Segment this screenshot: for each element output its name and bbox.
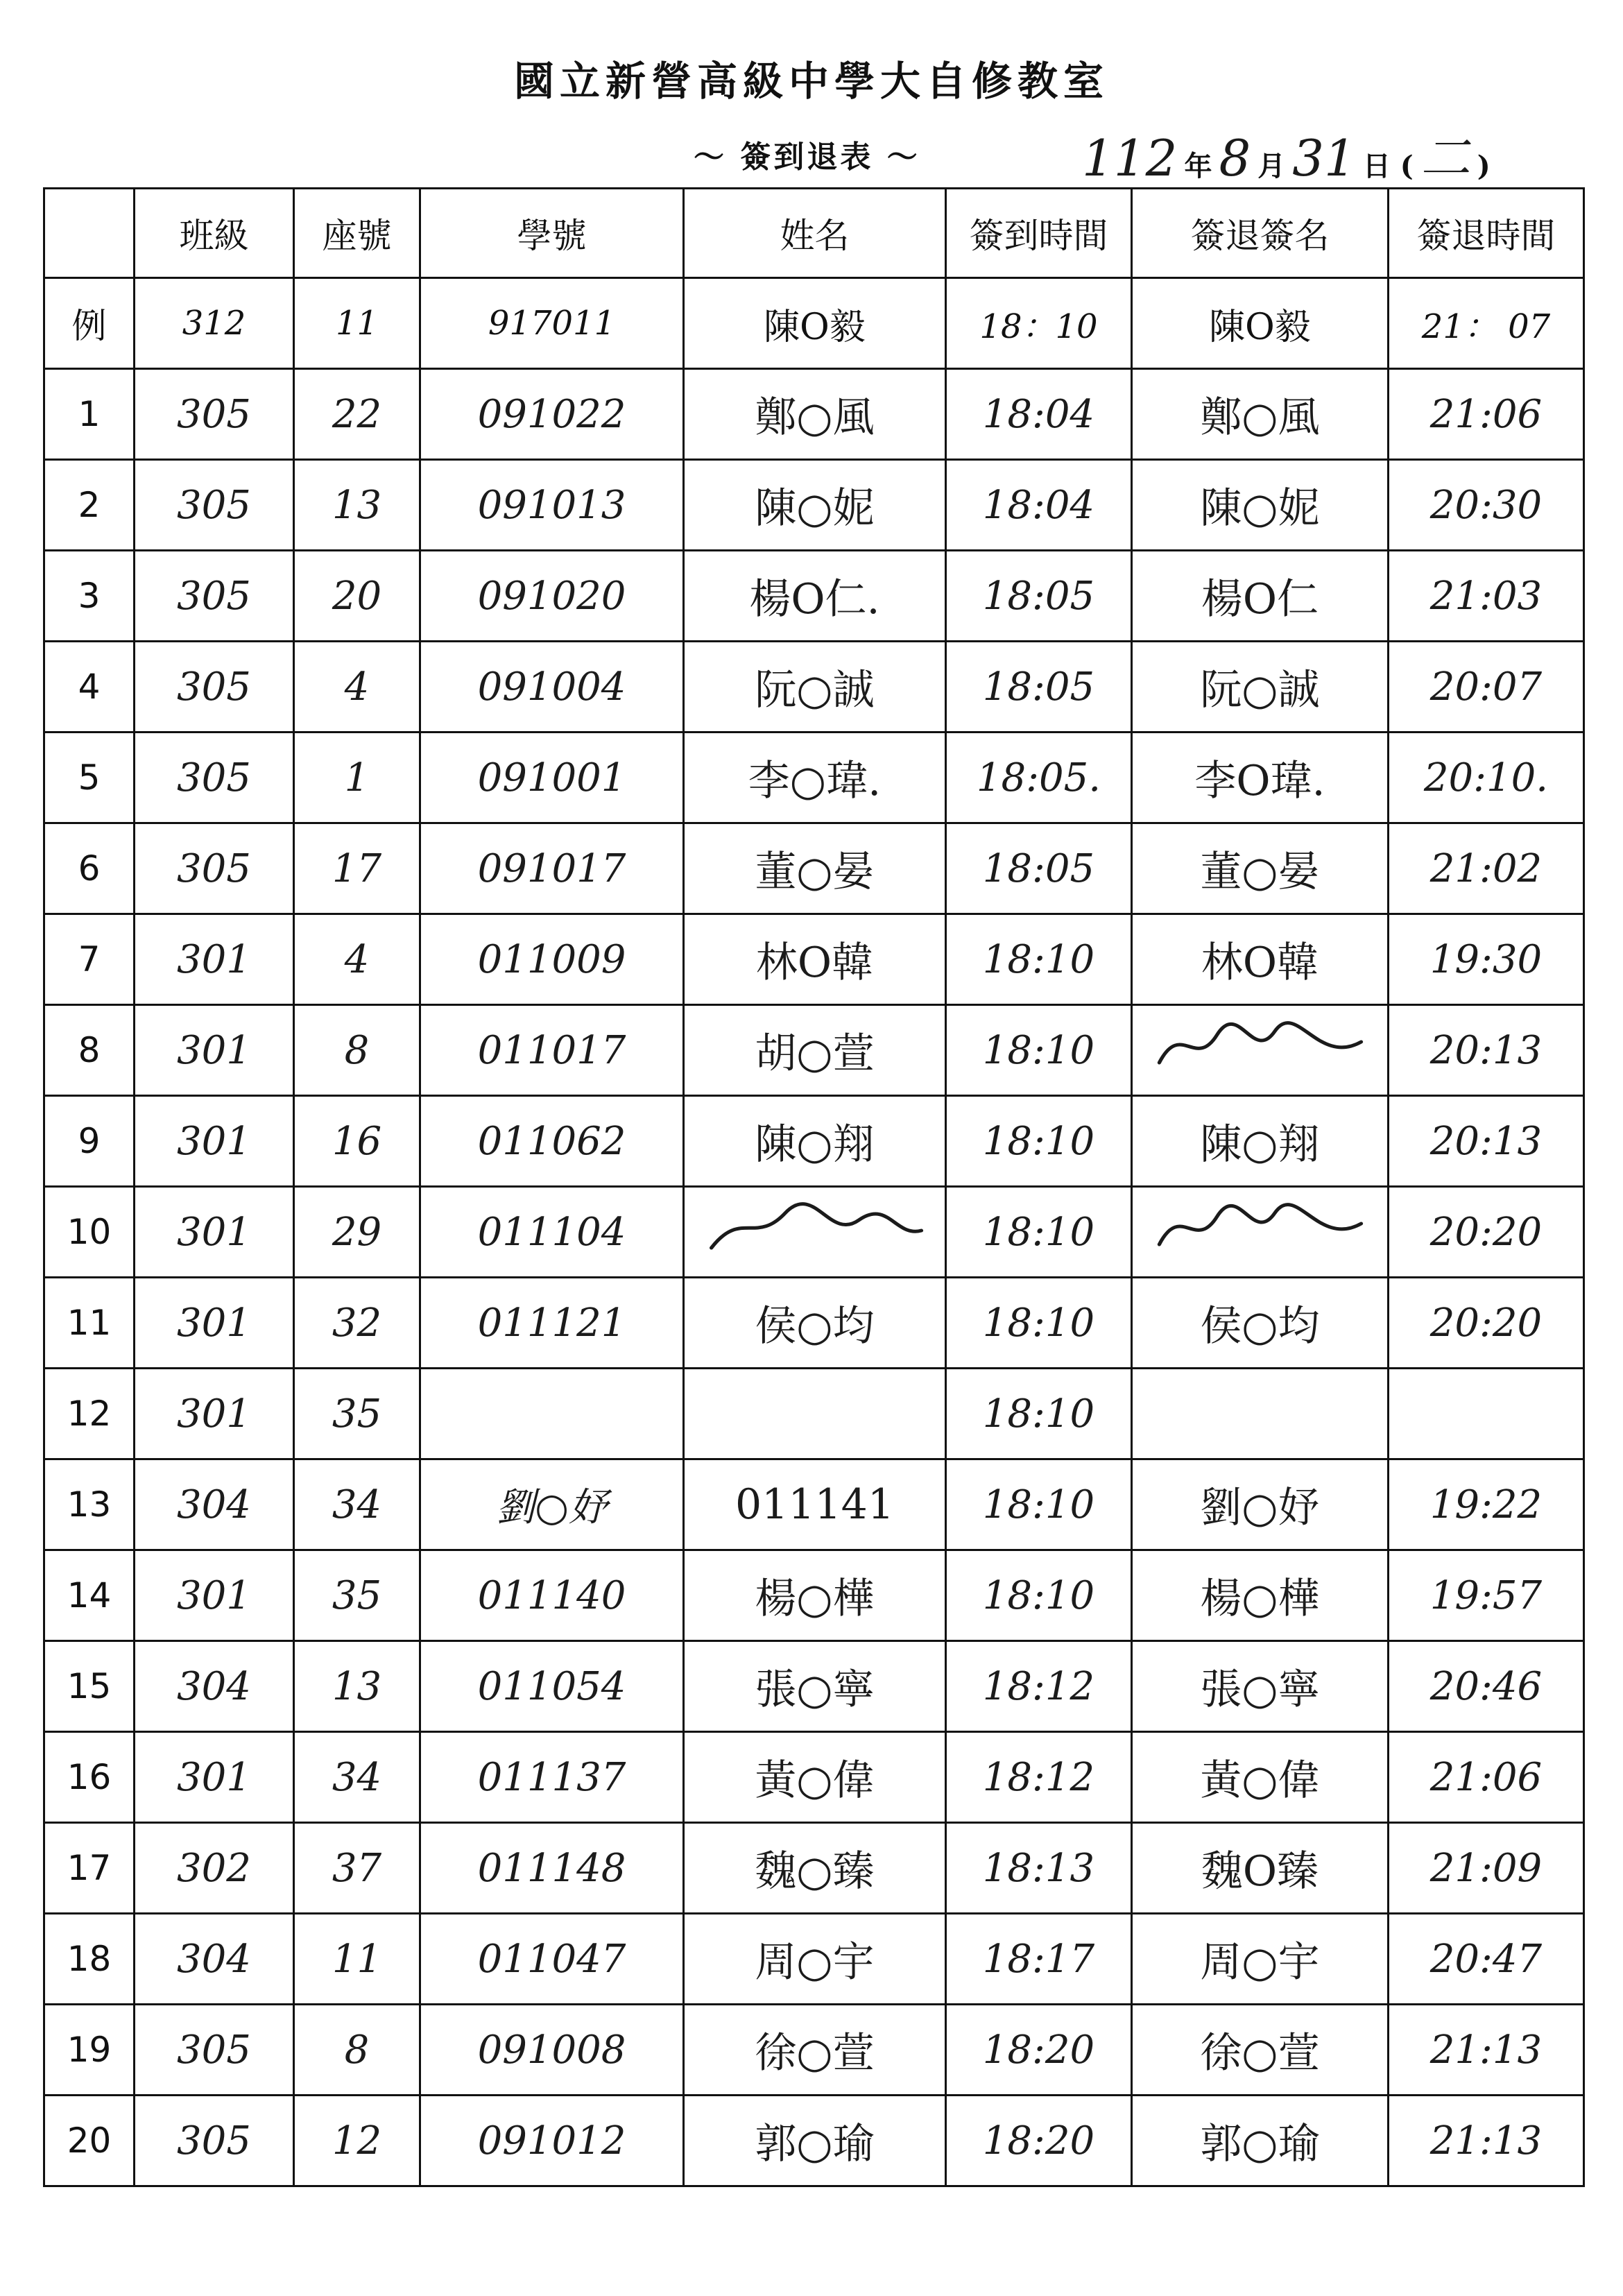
row-number: 13 [44, 1459, 135, 1550]
checkout-time-cell: 20:46 [1389, 1641, 1584, 1732]
student-id-cell: 011017 [420, 1005, 684, 1096]
col-header-checkout-signature: 簽退簽名 [1132, 189, 1389, 278]
signature-cell: 魏O臻 [1132, 1823, 1389, 1914]
signature-cell: 徐○萱 [1132, 2005, 1389, 2096]
date-day: 31 [1292, 129, 1356, 187]
class-cell: 301 [135, 1550, 294, 1641]
name-cell: 楊○樺 [684, 1550, 946, 1641]
checkin-time-cell: 18:10 [946, 1005, 1132, 1096]
seat-cell: 35 [294, 1369, 420, 1459]
name-cell: 董○晏 [684, 823, 946, 914]
seat-cell: 20 [294, 551, 420, 642]
student-id-cell: 091022 [420, 369, 684, 460]
date-year: 112 [1082, 129, 1178, 187]
signature-cell: 楊○樺 [1132, 1550, 1389, 1641]
name-cell: 黃○偉 [684, 1732, 946, 1823]
table-row [44, 2005, 1584, 2096]
table-row [44, 823, 1584, 914]
checkout-time-cell: 19:22 [1389, 1459, 1584, 1550]
signature-cell [1132, 1187, 1389, 1278]
seat-cell: 8 [294, 1005, 420, 1096]
seat-cell: 22 [294, 369, 420, 460]
seat-cell: 32 [294, 1278, 420, 1369]
row-number: 5 [44, 733, 135, 823]
signin-table [43, 187, 1585, 2187]
checkin-time-cell: 18:05 [946, 551, 1132, 642]
student-id-cell: 091001 [420, 733, 684, 823]
name-cell: 周○宇 [684, 1914, 946, 2005]
class-cell: 305 [135, 823, 294, 914]
class-cell: 305 [135, 551, 294, 642]
table-row [44, 1732, 1584, 1823]
checkin-time-cell: 18:05. [946, 733, 1132, 823]
class-cell: 305 [135, 2005, 294, 2096]
col-header-checkout-time: 簽退時間 [1389, 189, 1584, 278]
student-id-cell: 091012 [420, 2096, 684, 2186]
checkin-time-cell: 18:05 [946, 823, 1132, 914]
checkin-time-cell: 18:10 [946, 1278, 1132, 1369]
name-cell: 張○寧 [684, 1641, 946, 1732]
class-cell: 301 [135, 1005, 294, 1096]
name-cell [684, 1369, 946, 1459]
checkout-time-cell: 20:47 [1389, 1914, 1584, 2005]
table-row [44, 1187, 1584, 1278]
checkin-time-cell: 18:17 [946, 1914, 1132, 2005]
signature-cell: 李O瑋. [1132, 733, 1389, 823]
col-header-seat: 座號 [294, 189, 420, 278]
table-row [44, 1005, 1584, 1096]
checkin-time-cell: 18:10 [946, 1096, 1132, 1187]
checkin-time-cell: 18:12 [946, 1641, 1132, 1732]
student-id-cell: 091017 [420, 823, 684, 914]
checkin-time-cell: 18:10 [946, 1459, 1132, 1550]
student-id-cell: 011121 [420, 1278, 684, 1369]
signature-cell: 劉○妤 [1132, 1459, 1389, 1550]
class-cell: 305 [135, 642, 294, 733]
student-id-cell: 091013 [420, 460, 684, 551]
seat-cell: 4 [294, 642, 420, 733]
signature-cell [1132, 1005, 1389, 1096]
row-number: 11 [44, 1278, 135, 1369]
signature-cell: 周○宇 [1132, 1914, 1389, 2005]
name-cell: 李○瑋. [684, 733, 946, 823]
col-header-class: 班級 [135, 189, 294, 278]
checkout-time-cell: 21:09 [1389, 1823, 1584, 1914]
class-cell: 304 [135, 1914, 294, 2005]
seat-cell: 12 [294, 2096, 420, 2186]
checkin-time-cell: 18:10 [946, 1550, 1132, 1641]
checkout-time-cell: 20:20 [1389, 1187, 1584, 1278]
checkout-time-cell [1389, 1369, 1584, 1459]
seat-cell: 13 [294, 1641, 420, 1732]
row-number: 15 [44, 1641, 135, 1732]
signature-cell: 侯○均 [1132, 1278, 1389, 1369]
name-cell: 徐○萱 [684, 2005, 946, 2096]
signature-scribble [1152, 1014, 1368, 1077]
signature-cell: 楊O仁 [1132, 551, 1389, 642]
checkout-time-cell: 21:02 [1389, 823, 1584, 914]
row-number: 4 [44, 642, 135, 733]
row-number: 8 [44, 1005, 135, 1096]
checkout-time-cell: 20:10. [1389, 733, 1584, 823]
sheet-subtitle: ～ 簽到退表 ～ [694, 139, 920, 175]
class-cell: 301 [135, 1187, 294, 1278]
col-header-name: 姓名 [684, 189, 946, 278]
table-row [44, 642, 1584, 733]
row-number: 16 [44, 1732, 135, 1823]
class-cell: 302 [135, 1823, 294, 1914]
student-id-cell: 011140 [420, 1550, 684, 1641]
checkout-time-cell: 20:13 [1389, 1005, 1584, 1096]
student-id-cell: 011137 [420, 1732, 684, 1823]
row-number: 2 [44, 460, 135, 551]
seat-cell: 4 [294, 914, 420, 1005]
table-row [44, 1550, 1584, 1641]
table-row [44, 1459, 1584, 1550]
col-header-student-id: 學號 [420, 189, 684, 278]
row-number: 9 [44, 1096, 135, 1187]
student-id-cell [420, 1369, 684, 1459]
table-row [44, 1914, 1584, 2005]
class-cell: 301 [135, 1096, 294, 1187]
table-row [44, 2096, 1584, 2186]
checkin-time-cell: 18:20 [946, 2005, 1132, 2096]
checkout-time-cell: 21:13 [1389, 2005, 1584, 2096]
col-header-checkin-time: 簽到時間 [946, 189, 1132, 278]
table-row [44, 1278, 1584, 1369]
table-row [44, 369, 1584, 460]
row-number: 6 [44, 823, 135, 914]
student-id-cell: 091004 [420, 642, 684, 733]
row-number: 17 [44, 1823, 135, 1914]
name-cell: 侯○均 [684, 1278, 946, 1369]
date-line [1082, 118, 1497, 187]
name-cell: 楊O仁. [684, 551, 946, 642]
row-number: 12 [44, 1369, 135, 1459]
signature-cell: 鄭○風 [1132, 369, 1389, 460]
name-scribble [704, 1196, 925, 1258]
date-day-label: 日 ( [1362, 150, 1414, 182]
student-id-cell: 011104 [420, 1187, 684, 1278]
checkout-time-cell: 21:06 [1389, 369, 1584, 460]
class-cell: 305 [135, 733, 294, 823]
class-cell: 301 [135, 1732, 294, 1823]
signature-cell [1132, 1369, 1389, 1459]
seat-cell: 34 [294, 1459, 420, 1550]
checkin-time-cell: 18:13 [946, 1823, 1132, 1914]
student-id-cell: 011009 [420, 914, 684, 1005]
class-cell: 301 [135, 1369, 294, 1459]
col-header-index [44, 189, 135, 278]
signature-cell: 張○寧 [1132, 1641, 1389, 1732]
class-cell: 305 [135, 460, 294, 551]
checkin-time-cell: 18:10 [946, 1369, 1132, 1459]
table-row [44, 914, 1584, 1005]
date-close: ) [1477, 150, 1491, 182]
student-id-cell: 011054 [420, 1641, 684, 1732]
example-checkout: 21： 07 [1389, 278, 1584, 369]
header-row [44, 189, 1584, 278]
seat-cell: 37 [294, 1823, 420, 1914]
sheet-title: 國立新營高級中學大自修教室 [513, 58, 1109, 105]
example-signature: 陳O毅 [1132, 278, 1389, 369]
name-cell: 陳○妮 [684, 460, 946, 551]
seat-cell: 35 [294, 1550, 420, 1641]
seat-cell: 11 [294, 1914, 420, 2005]
class-cell: 301 [135, 1278, 294, 1369]
checkin-time-cell: 18:10 [946, 1187, 1132, 1278]
row-number: 19 [44, 2005, 135, 2096]
checkout-time-cell: 20:07 [1389, 642, 1584, 733]
class-cell: 305 [135, 369, 294, 460]
signature-cell: 林O韓 [1132, 914, 1389, 1005]
seat-cell: 29 [294, 1187, 420, 1278]
checkin-time-cell: 18:04 [946, 369, 1132, 460]
signature-cell: 黃○偉 [1132, 1732, 1389, 1823]
seat-cell: 1 [294, 733, 420, 823]
row-number: 1 [44, 369, 135, 460]
student-id-cell: 011047 [420, 1914, 684, 2005]
table-row [44, 1096, 1584, 1187]
row-number: 14 [44, 1550, 135, 1641]
student-id-cell: 091020 [420, 551, 684, 642]
signature-cell: 陳○妮 [1132, 460, 1389, 551]
table-row [44, 551, 1584, 642]
name-cell: 郭○瑜 [684, 2096, 946, 2186]
student-id-cell: 011148 [420, 1823, 684, 1914]
signature-scribble [1152, 1196, 1368, 1258]
example-checkin: 18：10 [946, 278, 1132, 369]
class-cell: 304 [135, 1459, 294, 1550]
example-label: 例 [44, 278, 135, 369]
example-class: 312 [135, 278, 294, 369]
table-row [44, 1823, 1584, 1914]
example-name: 陳O毅 [684, 278, 946, 369]
example-student-id: 917011 [420, 278, 684, 369]
checkin-time-cell: 18:20 [946, 2096, 1132, 2186]
checkin-time-cell: 18:04 [946, 460, 1132, 551]
date-month-label: 月 [1257, 150, 1286, 182]
signature-cell: 阮○誠 [1132, 642, 1389, 733]
checkout-time-cell: 21:03 [1389, 551, 1584, 642]
example-seat: 11 [294, 278, 420, 369]
row-number: 3 [44, 551, 135, 642]
signature-cell: 陳○翔 [1132, 1096, 1389, 1187]
checkout-time-cell: 21:06 [1389, 1732, 1584, 1823]
name-cell: 陳○翔 [684, 1096, 946, 1187]
checkout-time-cell: 19:30 [1389, 914, 1584, 1005]
row-number: 7 [44, 914, 135, 1005]
table-row [44, 460, 1584, 551]
checkout-time-cell: 20:30 [1389, 460, 1584, 551]
student-id-cell: 011062 [420, 1096, 684, 1187]
name-cell: 林O韓 [684, 914, 946, 1005]
checkout-time-cell: 20:13 [1389, 1096, 1584, 1187]
seat-cell: 34 [294, 1732, 420, 1823]
class-cell: 305 [135, 2096, 294, 2186]
name-cell: 魏○臻 [684, 1823, 946, 1914]
row-number: 18 [44, 1914, 135, 2005]
class-cell: 304 [135, 1641, 294, 1732]
table-row [44, 1641, 1584, 1732]
name-cell: 鄭○風 [684, 369, 946, 460]
table-row [44, 733, 1584, 823]
name-cell: 阮○誠 [684, 642, 946, 733]
checkin-time-cell: 18:10 [946, 914, 1132, 1005]
checkin-time-cell: 18:05 [946, 642, 1132, 733]
checkout-time-cell: 20:20 [1389, 1278, 1584, 1369]
checkout-time-cell: 21:13 [1389, 2096, 1584, 2186]
signature-cell: 董○晏 [1132, 823, 1389, 914]
checkout-time-cell: 19:57 [1389, 1550, 1584, 1641]
table-row [44, 1369, 1584, 1459]
student-id-cell: 091008 [420, 2005, 684, 2096]
date-year-label: 年 [1184, 150, 1212, 182]
seat-cell: 13 [294, 460, 420, 551]
date-month: 8 [1219, 129, 1251, 187]
date-weekday: 二 [1420, 129, 1470, 187]
name-cell: 胡○萱 [684, 1005, 946, 1096]
student-id-cell: 劉○妤 [420, 1459, 684, 1550]
row-number: 10 [44, 1187, 135, 1278]
name-cell: 011141 [684, 1459, 946, 1550]
signature-cell: 郭○瑜 [1132, 2096, 1389, 2186]
name-cell [684, 1187, 946, 1278]
class-cell: 301 [135, 914, 294, 1005]
row-number: 20 [44, 2096, 135, 2186]
seat-cell: 16 [294, 1096, 420, 1187]
checkin-time-cell: 18:12 [946, 1732, 1132, 1823]
example-row [44, 278, 1584, 369]
seat-cell: 17 [294, 823, 420, 914]
seat-cell: 8 [294, 2005, 420, 2096]
